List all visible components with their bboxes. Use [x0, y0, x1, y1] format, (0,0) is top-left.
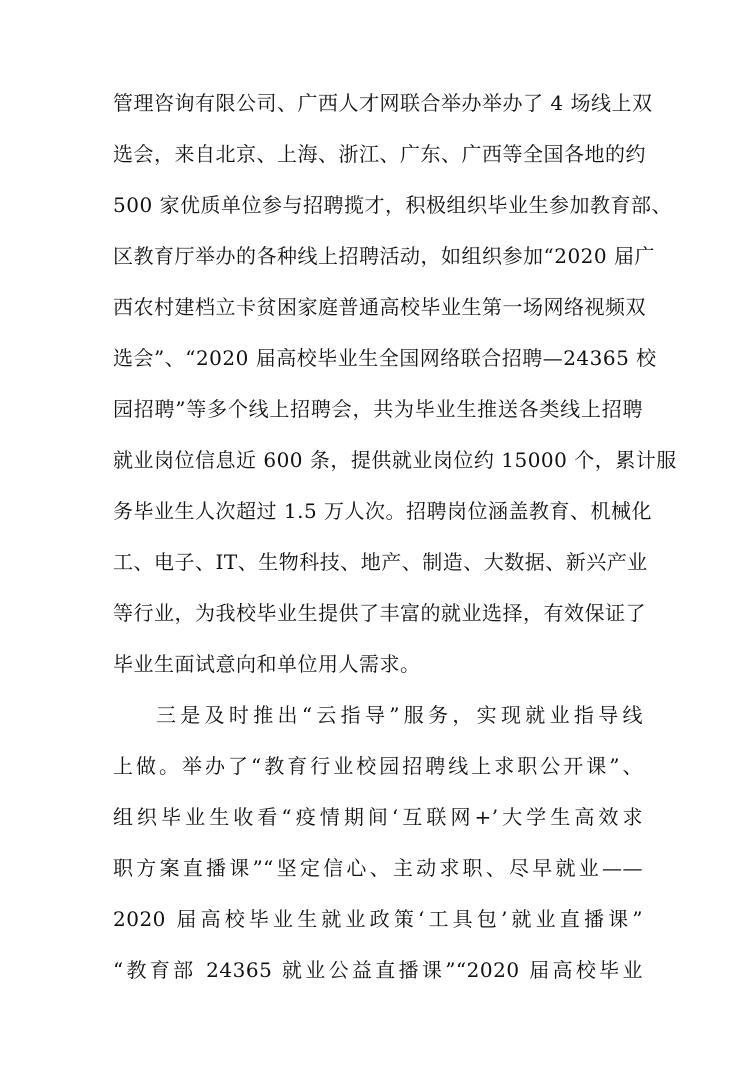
body-line: 管理咨询有限公司、广西人才网联合举办举办了 4 场线上双	[113, 91, 653, 115]
body-line: 等行业，为我校毕业生提供了丰富的就业选择，有效保证了	[113, 601, 646, 625]
body-line: 西农村建档立卡贫困家庭普通高校毕业生第一场网络视频双	[113, 295, 646, 319]
body-line: 工、电子、IT、生物科技、地产、制造、大数据、新兴产业	[113, 550, 648, 574]
body-line: “教育部 24365 就业公益直播课”“2020 届高校毕业	[113, 958, 643, 982]
body-line: 选会”、“2020 届高校毕业生全国网络联合招聘—24365 校	[113, 346, 657, 370]
body-line: 组织毕业生收看“疫情期间‘互联网+’大学生高效求	[113, 805, 643, 829]
body-line: 就业岗位信息近 600 条，提供就业岗位约 15000 个，累计服	[113, 448, 677, 472]
body-line: 选会，来自北京、上海、浙江、广东、广西等全国各地的约	[113, 142, 646, 166]
body-line: 区教育厅举办的各种线上招聘活动，如组织参加“2020 届广	[113, 244, 655, 268]
body-line: 500 家优质单位参与招聘揽才，积极组织毕业生参加教育部、	[113, 193, 673, 217]
body-line: 2020 届高校毕业生就业政策‘工具包’就业直播课”	[113, 907, 643, 931]
body-line: 职方案直播课”“坚定信心、主动求职、尽早就业——	[113, 856, 643, 880]
body-line: 毕业生面试意向和单位用人需求。	[113, 652, 421, 676]
body-line: 务毕业生人次超过 1.5 万人次。招聘岗位涵盖教育、机械化	[113, 499, 653, 523]
body-line: 园招聘”等多个线上招聘会，共为毕业生推送各类线上招聘	[113, 397, 643, 421]
paragraph-start-line: 三是及时推出“云指导”服务，实现就业指导线	[156, 703, 643, 727]
body-line: 上做。举办了“教育行业校园招聘线上求职公开课”、	[113, 754, 643, 778]
